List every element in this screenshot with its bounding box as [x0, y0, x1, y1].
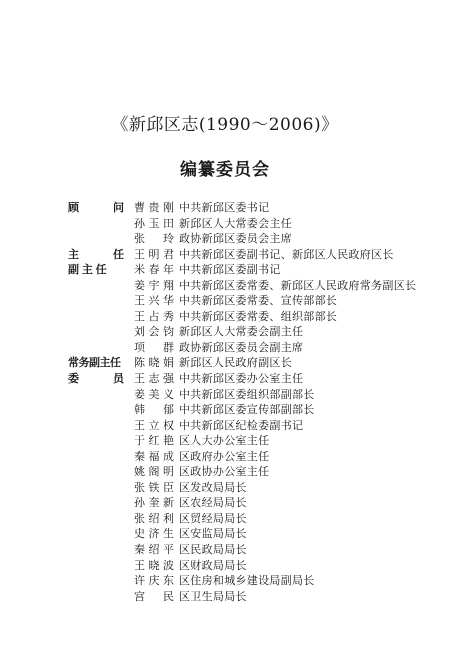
member-title: 新邱区人大常委会主任	[179, 216, 292, 230]
roster-row	[68, 573, 438, 589]
member-title: 新邱区人大常委会副主任	[179, 325, 304, 339]
member-name: 陈晓娟	[134, 356, 174, 370]
member-title: 区人大办公室主任	[179, 434, 270, 448]
roster-row	[68, 433, 438, 449]
roster-row	[68, 480, 438, 496]
member-name: 张 玲	[134, 232, 174, 246]
member-name: 曹贵刚	[134, 201, 174, 214]
roster-row	[68, 402, 438, 418]
member-title: 中共新邱区委办公室主任	[179, 372, 304, 386]
member-title: 区政协办公室主任	[179, 465, 270, 479]
member-role: 主 任	[68, 247, 124, 261]
member-title: 区贸经局局长	[179, 511, 247, 525]
member-title: 新邱区人民政府副区长	[179, 356, 292, 370]
member-title: 中共新邱区委副书记	[179, 263, 281, 277]
roster-row	[68, 464, 438, 480]
member-name: 史济生	[134, 527, 174, 541]
member-title: 区安监局局长	[179, 527, 247, 541]
member-title: 区发改局局长	[179, 480, 247, 494]
member-name: 王晓波	[134, 558, 174, 572]
committee-roster	[68, 200, 438, 604]
roster-row	[68, 200, 438, 216]
roster-row	[68, 371, 438, 387]
member-name: 张铁臣	[134, 480, 174, 494]
roster-row	[68, 309, 438, 325]
roster-row	[68, 262, 438, 278]
roster-row	[68, 278, 438, 294]
member-title: 中共新邱区委常委、宣传部部长	[179, 294, 338, 308]
member-role: 常务副主任	[68, 356, 121, 370]
member-role: 副 主 任	[68, 263, 107, 277]
roster-row	[68, 231, 438, 247]
roster-row	[68, 511, 438, 527]
member-name: 许庆东	[134, 574, 174, 588]
member-name: 姜美义	[134, 387, 174, 401]
member-name: 王志强	[134, 372, 174, 386]
member-name: 王占秀	[134, 309, 174, 323]
member-title: 区财政局局长	[179, 558, 247, 572]
member-title: 区住房和城乡建设局副局长	[179, 574, 315, 588]
member-name: 米春年	[134, 263, 174, 277]
member-title: 区民政局局长	[179, 543, 247, 557]
book-title: 《新邱区志(1990～2006)》	[111, 115, 339, 135]
member-title: 中共新邱区委组织部副部长	[179, 387, 315, 401]
member-name: 张绍利	[134, 511, 174, 525]
member-title: 中共新邱区委副书记、新邱区人民政府区长	[179, 247, 394, 261]
roster-row	[68, 247, 438, 263]
roster-row	[68, 495, 438, 511]
member-title: 中共新邱区委书记	[179, 201, 270, 214]
member-name: 刘会钧	[134, 325, 174, 339]
roster-row	[68, 542, 438, 558]
roster-row	[68, 387, 438, 403]
member-name: 王立权	[134, 418, 174, 432]
member-title: 中共新邱区委宣传部副部长	[179, 403, 315, 417]
member-name: 孙玉田	[134, 216, 174, 230]
member-role: 顾 问	[68, 201, 124, 214]
member-title: 政协新邱区委员会副主席	[179, 340, 304, 354]
roster-row	[68, 324, 438, 340]
member-name: 王兴华	[134, 294, 174, 308]
member-name: 于红艳	[134, 434, 174, 448]
member-name: 秦福成	[134, 449, 174, 463]
roster-row	[68, 558, 438, 574]
member-title: 区政府办公室主任	[179, 449, 270, 463]
member-name: 姜宇翔	[134, 278, 174, 292]
member-name: 项 群	[134, 340, 174, 354]
roster-row	[68, 449, 438, 465]
member-title: 政协新邱区委员会主席	[179, 232, 292, 246]
member-title: 中共新邱区纪检委副书记	[179, 418, 304, 432]
member-name: 孙奎新	[134, 496, 174, 510]
member-title: 区农经局局长	[179, 496, 247, 510]
member-name: 韩 郁	[134, 403, 174, 417]
roster-row	[68, 418, 438, 434]
roster-row	[68, 589, 438, 605]
member-title: 中共新邱区委常委、新邱区人民政府常务副区长	[179, 278, 417, 292]
member-name: 姚阁明	[134, 465, 174, 479]
roster-row	[68, 216, 438, 232]
roster-row	[68, 526, 438, 542]
member-title: 中共新邱区委常委、组织部部长	[179, 309, 338, 323]
member-name: 秦绍平	[134, 543, 174, 557]
member-name: 宫 民	[134, 589, 174, 603]
member-name: 王明君	[134, 247, 174, 261]
roster-row	[68, 355, 438, 371]
member-title: 区卫生局局长	[179, 589, 247, 603]
roster-row	[68, 340, 438, 356]
committee-title: 编纂委员会	[180, 160, 270, 180]
roster-row	[68, 293, 438, 309]
member-role: 委 员	[68, 372, 124, 386]
